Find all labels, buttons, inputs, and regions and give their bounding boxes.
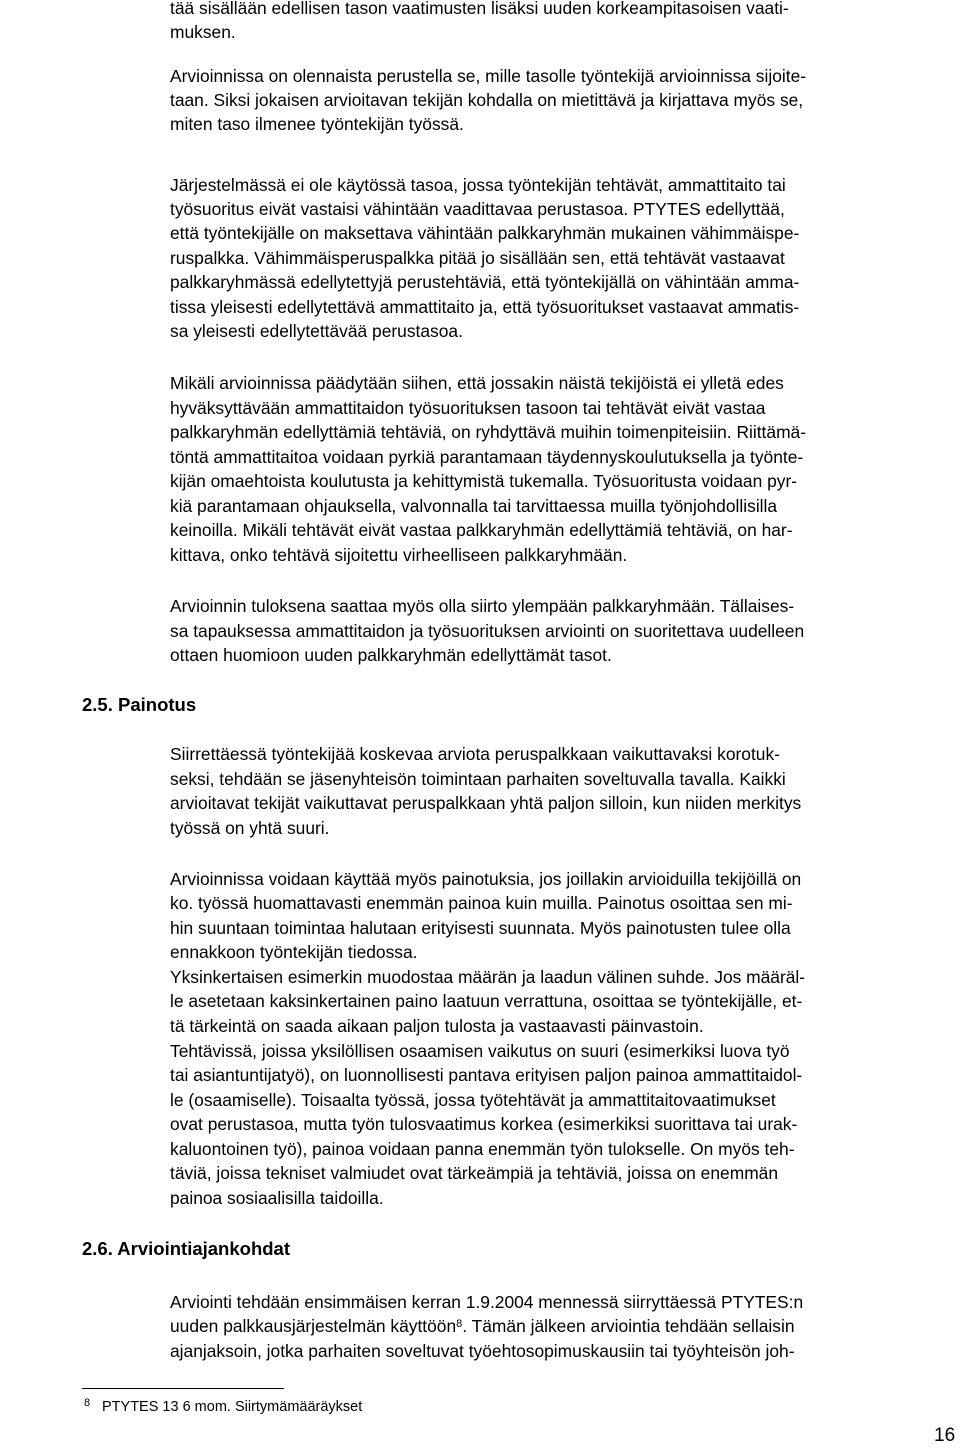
intro-line-2: muksen. — [170, 22, 236, 42]
footnote-separator — [82, 1388, 284, 1389]
p2-line-7: sa yleisesti edellytettävää perustasoa. — [170, 321, 463, 341]
p2-line-5: palkkaryhmässä edellytettyjä perustehtäviä, että työntekijällä on vähintään amma- — [170, 272, 800, 292]
p7-line-1: Arviointi tehdään ensimmäisen kerran 1.9.2004 mennessä siirryttäessä PTYTES:n — [170, 1292, 804, 1312]
p4-line-1: Arvioinnin tuloksena saattaa myös olla siirto ylempään palkkaryhmään. Tällaises- — [170, 596, 795, 616]
p1-line-2: taan. Siksi jokaisen arvioitavan tekijän kohdalla on mietittävä ja kirjattava myös se, — [170, 90, 804, 110]
p6-line-2: ko. työssä huomattavasti enemmän painoa kuin muilla. Painotus osoittaa sen mi- — [170, 893, 793, 913]
p6-line-10: le (osaamiselle). Toisaalta työssä, jossa työtehtävät ja ammattitaitovaatimukset — [170, 1090, 776, 1110]
p7-line-2-text-after: . Tämän jälkeen arviointia tehdään sellaisin — [462, 1316, 795, 1336]
p2-line-4: ruspalkka. Vähimmäisperuspalkka pitää jo sisällään sen, että tehtävät vastaavat — [170, 248, 785, 268]
p2-line-6: tissa yleisesti edellytettävä ammattitaito ja, että työsuoritukset vastaavat ammatis- — [170, 297, 800, 317]
intro-line-1: tää sisällään edellisen tason vaatimusten lisäksi uuden korkeampitasoisen vaati- — [170, 0, 789, 18]
p6-line-12: kaluontoinen työ), painoa voidaan panna enemmän työn tulokselle. On myös teh- — [170, 1139, 795, 1159]
p5-line-1: Siirrettäessä työntekijää koskevaa arviota peruspalkkaan vaikuttavaksi korotuk- — [170, 744, 780, 764]
p1-line-3: miten taso ilmenee työntekijän työssä. — [170, 114, 464, 134]
p5-line-3: arvioitavat tekijät vaikuttavat peruspalkkaan yhtä paljon silloin, kun niiden merkitys — [170, 793, 802, 813]
p6-line-8: Tehtävissä, joissa yksilöllisen osaamisen vaikutus on suuri (esimerkiksi luova työ — [170, 1041, 790, 1061]
p6-line-13: täviä, joissa tekniset valmiudet ovat tärkeämpiä ja tehtäviä, joissa on enemmän — [170, 1163, 779, 1183]
p6-line-5: Yksinkertaisen esimerkin muodostaa määrän ja laadun välinen suhde. Jos määräl- — [170, 967, 806, 987]
footnote-mark: 8 — [84, 1397, 91, 1409]
p6-line-3: hin suuntaan toimintaa halutaan erityisesti suunnata. Myös painotusten tulee olla — [170, 918, 791, 938]
p3-line-4: töntä ammattitaitoa voidaan pyrkiä parantamaan täydennyskoulutuksella ja työnte- — [170, 447, 804, 467]
p5-line-2: seksi, tehdään se jäsenyhteisön toimintaan parhaiten soveltuvalla tavalla. Kaikki — [170, 769, 786, 789]
footnote-text: PTYTES 13 6 mom. Siirtymämääräykset — [102, 1399, 363, 1415]
p4-line-2: sa tapauksessa ammattitaidon ja työsuorituksen arviointi on suoritettava uudelleen — [170, 621, 805, 641]
p7-line-2-text: uuden palkkausjärjestelmän käyttöön — [170, 1316, 457, 1336]
p7-line-2 — [170, 1314, 795, 1338]
p3-line-3: palkkaryhmän edellyttämiä tehtäviä, on ryhdyttävä muihin toimenpiteisiin. Riittämä- — [170, 422, 807, 442]
section-heading-arviointiajankohdat: 2.6. Arviointiajankohdat — [82, 1238, 290, 1259]
p3-line-6: kiä parantamaan ohjauksella, valvonnalla tai tarvittaessa muilla työnjohdollisilla — [170, 496, 778, 516]
p3-line-7: keinoilla. Mikäli tehtävät eivät vastaa palkkaryhmän edellyttämiä tehtäviä, on har- — [170, 520, 793, 540]
p6-line-11: ovat perustasoa, mutta työn tulosvaatimus korkea (esimerkiksi suorittava tai urak- — [170, 1114, 798, 1134]
p5-line-4: työssä on yhtä suuri. — [170, 818, 330, 838]
p3-line-2: hyväksyttävään ammattitaidon työsuorituksen tasoon tai tehtävät eivät vastaa — [170, 398, 766, 418]
p7-line-3: ajanjaksoin, jotka parhaiten soveltuvat työehtosopimuskausiin tai työyhteisön joh- — [170, 1341, 795, 1361]
p6-line-4: ennakkoon työntekijän tiedossa. — [170, 942, 418, 962]
p1-line-1: Arvioinnissa on olennaista perustella se, mille tasolle työntekijä arvioinnissa sijoite- — [170, 66, 807, 86]
p3-line-8: kittava, onko tehtävä sijoitettu virheelliseen palkkaryhmään. — [170, 545, 628, 565]
p6-line-1: Arvioinnissa voidaan käyttää myös painotuksia, jos joillakin arvioiduilla tekijöillä on — [170, 869, 802, 889]
footnote-reference[interactable]: 8 — [456, 1318, 463, 1330]
p6-line-9: tai asiantuntijatyö), on luonnollisesti pantava erityisen paljon painoa ammattitaidol- — [170, 1065, 803, 1085]
p6-line-14: painoa sosiaalisilla taidoilla. — [170, 1188, 384, 1208]
section-heading-painotus: 2.5. Painotus — [82, 694, 197, 715]
p3-line-1: Mikäli arvioinnissa päädytään siihen, että jossakin näistä tekijöistä ei ylletä edes — [170, 373, 784, 393]
p2-line-3: että työntekijälle on maksettava vähintään palkkaryhmän mukainen vähimmäispe- — [170, 223, 800, 243]
p2-line-2: työsuoritus eivät vastaisi vähintään vaadittavaa perustasoa. PTYTES edellyttää, — [170, 199, 785, 219]
p6-line-6: le asetetaan kaksinkertainen paino laatuun verrattuna, osoittaa se työntekijälle, et- — [170, 991, 803, 1011]
p6-line-7: tä tärkeintä on saada aikaan paljon tulosta ja vastaavasti päinvastoin. — [170, 1016, 704, 1036]
p3-line-5: kijän omaehtoista koulutusta ja kehittymistä tukemalla. Työsuoritusta voidaan pyr- — [170, 471, 798, 491]
p2-line-1: Järjestelmässä ei ole käytössä tasoa, jossa työntekijän tehtävät, ammattitaito tai — [170, 175, 786, 195]
page-number: 16 — [934, 1425, 956, 1446]
p4-line-3: ottaen huomioon uuden palkkaryhmän edellyttämät tasot. — [170, 645, 612, 665]
